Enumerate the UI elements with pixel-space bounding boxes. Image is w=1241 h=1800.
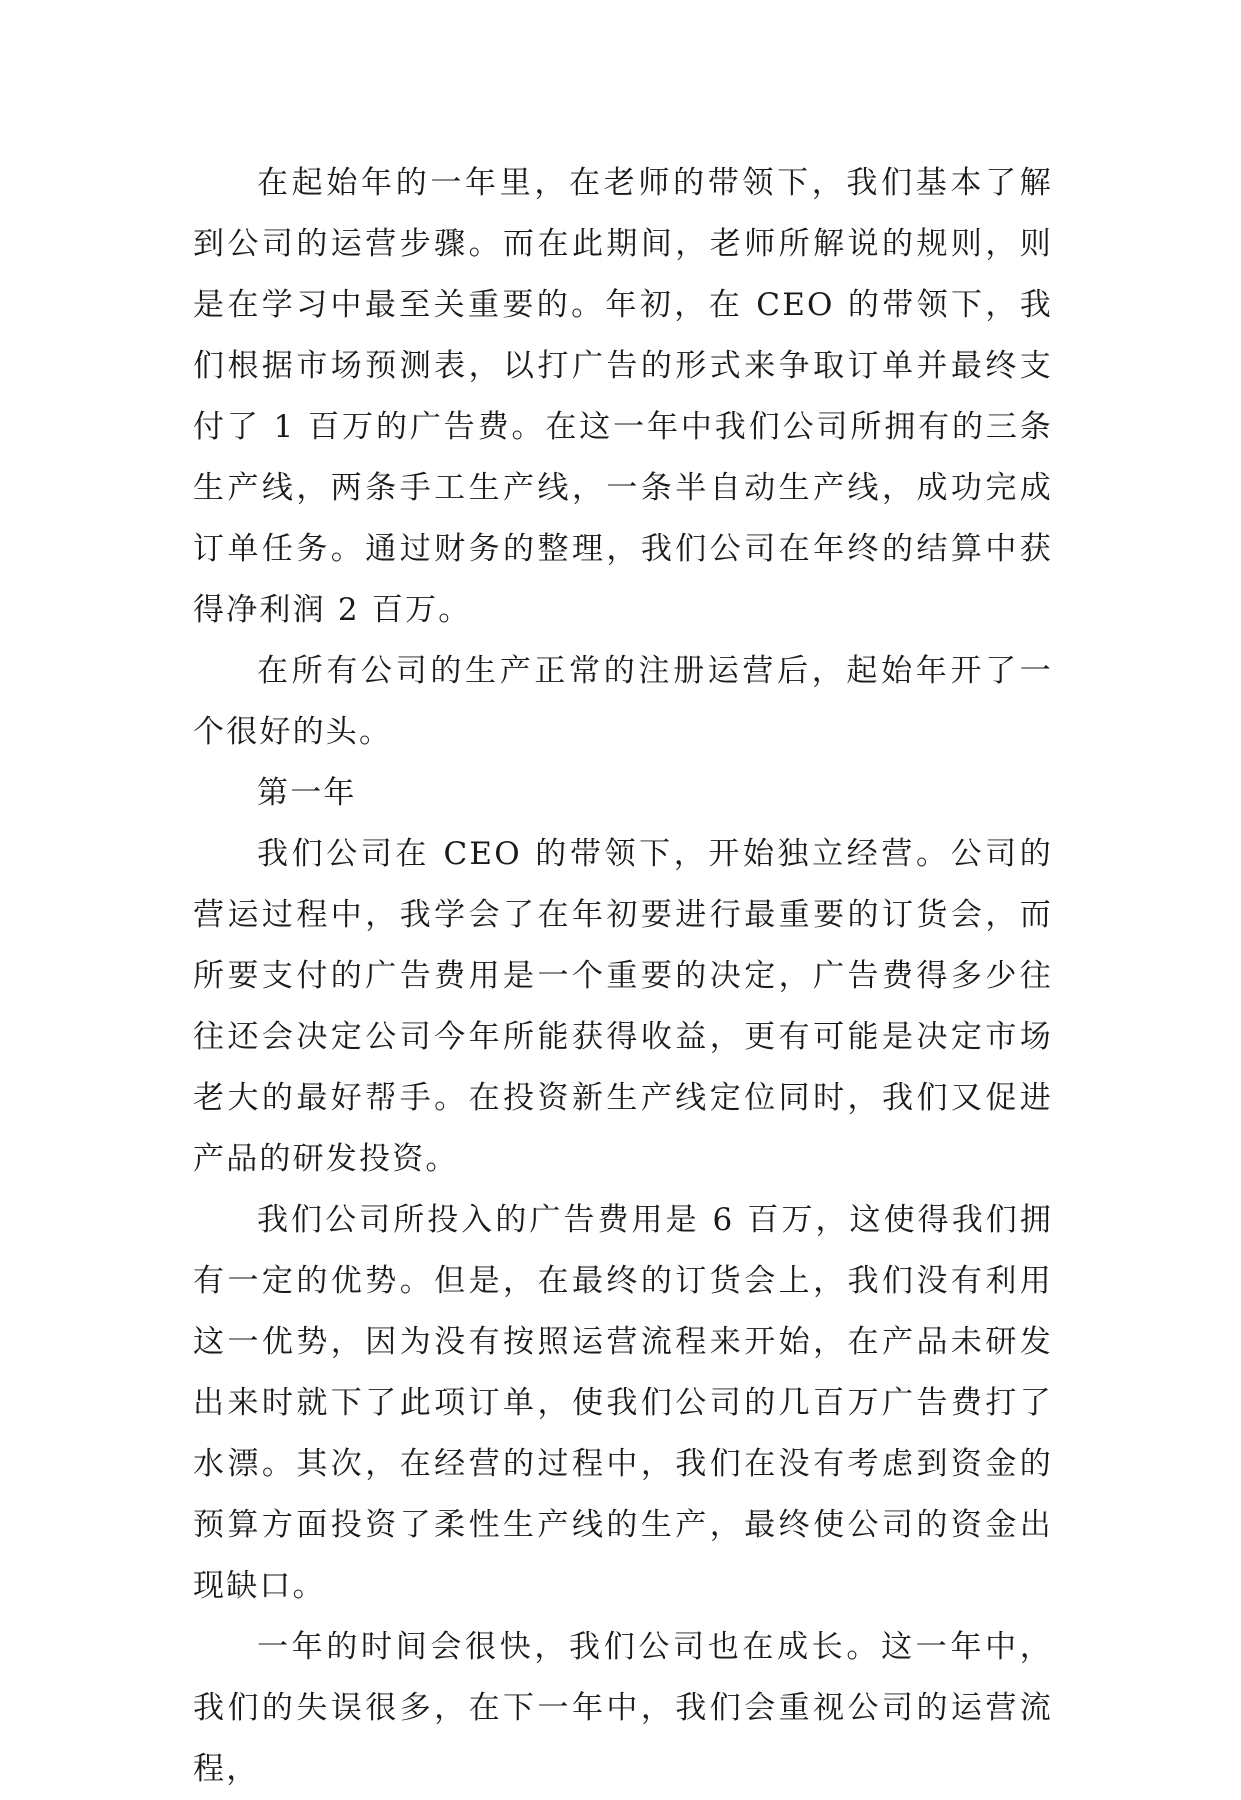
paragraph-year-one-operations: 我们公司在 CEO 的带领下，开始独立经营。公司的营运过程中，我学会了在年初要进行最重要的订货会，而所要支付的广告费用是一个重要的决定，广告费得多少往往还会决定公司今年所能获得收益，更有可能是决定市场老大的最好帮手。在投资新生产线定位同时，我们又促进产品的研发投资。 xyxy=(193,836,1053,1177)
paragraph-year-one-advertising: 我们公司所投入的广告费用是 6 百万，这使得我们拥有一定的优势。但是，在最终的订货会上，我们没有利用这一优势，因为没有按照运营流程来开始，在产品未研发出来时就下了此项订单，使我们公司的几百万广告费打了水漂。其次，在经营的过程中，我们在没有考虑到资金的预算方面投资了柔性生产线的生产，最终使公司的资金出现缺口。 xyxy=(193,1202,1053,1604)
section-heading-year-one: 第一年 xyxy=(257,775,357,811)
body-text xyxy=(193,153,1053,1800)
paragraph-start-year-summary: 在所有公司的生产正常的注册运营后，起始年开了一个很好的头。 xyxy=(193,653,1053,750)
paragraph-start-year: 在起始年的一年里，在老师的带领下，我们基本了解到公司的运营步骤。而在此期间，老师所解说的规则，则是在学习中最至关重要的。年初，在 CEO 的带领下，我们根据市场预测表，以打广告的形式来争取订单并最终支付了 1 百万的广告费。在这一年中我们公司所拥有的三条生产线，两条手工生产线，一条半自动生产线，成功完成订单任务。通过财务的整理，我们公司在年终的结算中获得净利润 2 百万。 xyxy=(193,165,1053,628)
paragraph-year-one-reflection: 一年的时间会很快，我们公司也在成长。这一年中，我们的失误很多，在下一年中，我们会重视公司的运营流程， xyxy=(193,1629,1053,1787)
